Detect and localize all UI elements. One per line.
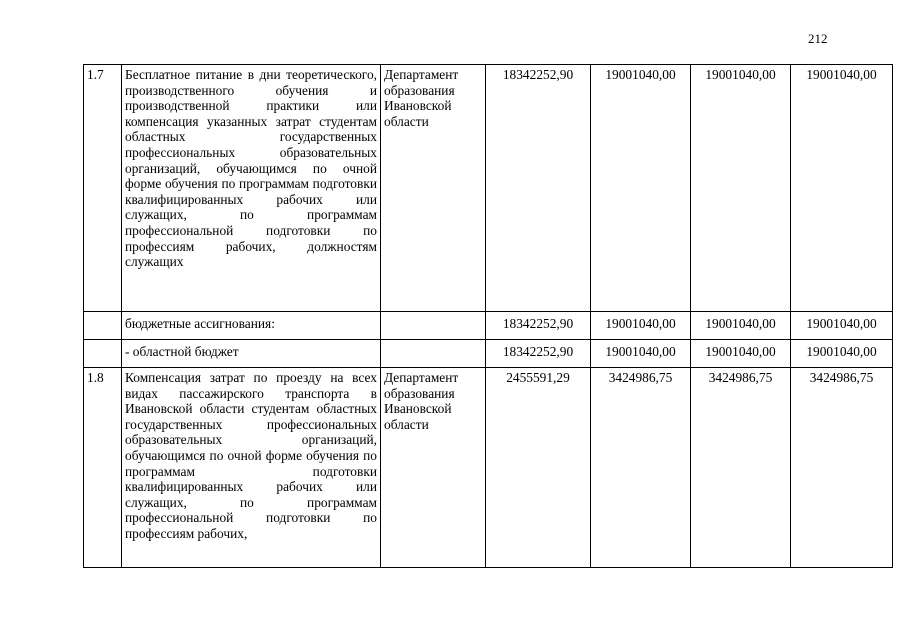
budget-table — [83, 64, 893, 568]
row-value-1: 2455591,29 — [486, 368, 591, 568]
row-value-2: 19001040,00 — [591, 312, 691, 340]
row-value-3: 19001040,00 — [691, 340, 791, 368]
row-description — [122, 368, 381, 568]
row-executor — [381, 340, 486, 368]
row-value-4: 3424986,75 — [791, 368, 893, 568]
row-executor: Департамент образования Ивановской области — [381, 65, 486, 312]
row-description-text: Компенсация затрат по проезду на всех видах пассажирского транспорта в Ивановской области студентам областных государственных профессиональных образовательных организаций, обучающимся по очной форме обучения по программам подготовки квалифицированных рабочих или служащих, по программам профессиональной подготовки по профессиям рабочих, — [125, 370, 377, 541]
row-value-1: 18342252,90 — [486, 340, 591, 368]
row-value-2: 3424986,75 — [591, 368, 691, 568]
row-value-4: 19001040,00 — [791, 65, 893, 312]
row-description-text: Бесплатное питание в дни теоретического, производственного обучения и производственной практики или компенсация указанных затрат студентам областных государственных профессиональных образовательных организаций, обучающимся по очной форме обучения по программам подготовки квалифицированных рабочих или служащих, по программам профессиональной подготовки по профессиям рабочих, должностям служащих — [125, 67, 377, 270]
row-index: 1.8 — [84, 368, 122, 568]
row-value-1: 18342252,90 — [486, 312, 591, 340]
row-index — [84, 312, 122, 340]
row-description: бюджетные ассигнования: — [122, 312, 381, 340]
row-value-3: 3424986,75 — [691, 368, 791, 568]
row-executor — [381, 312, 486, 340]
row-value-4: 19001040,00 — [791, 340, 893, 368]
row-value-3: 19001040,00 — [691, 312, 791, 340]
table-row — [84, 65, 893, 312]
row-value-4: 19001040,00 — [791, 312, 893, 340]
row-executor: Департамент образования Ивановской области — [381, 368, 486, 568]
row-value-1: 18342252,90 — [486, 65, 591, 312]
table-row — [84, 368, 893, 568]
table-row — [84, 312, 893, 340]
row-index: 1.7 — [84, 65, 122, 312]
row-description: - областной бюджет — [122, 340, 381, 368]
table-row — [84, 340, 893, 368]
row-description — [122, 65, 381, 312]
row-index — [84, 340, 122, 368]
row-value-2: 19001040,00 — [591, 65, 691, 312]
row-value-3: 19001040,00 — [691, 65, 791, 312]
page-number: 212 — [808, 31, 828, 46]
row-value-2: 19001040,00 — [591, 340, 691, 368]
